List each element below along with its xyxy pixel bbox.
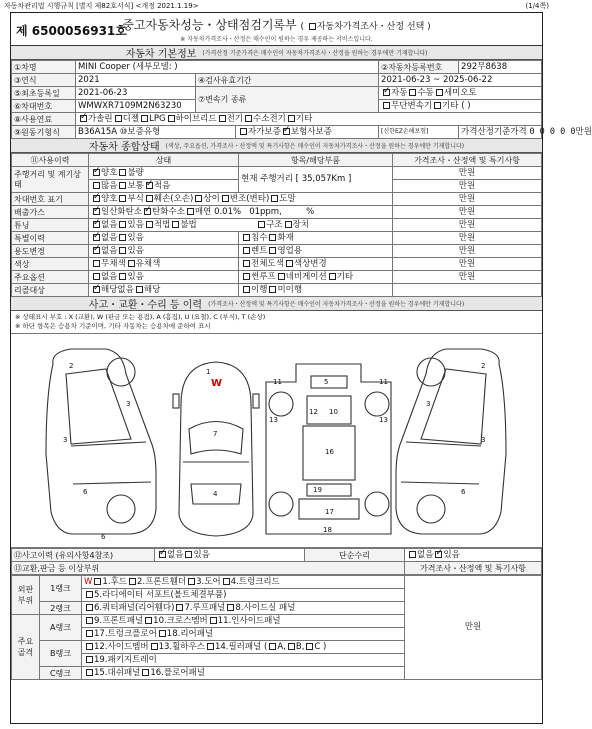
- rec-na-checkbox[interactable]: [93, 286, 100, 293]
- fuel-diesel-checkbox[interactable]: [115, 115, 122, 122]
- label-rankB: B랭크: [40, 641, 82, 667]
- trans-other-checkbox[interactable]: [434, 102, 441, 109]
- odo-bad-checkbox[interactable]: [119, 169, 126, 176]
- sp-fire-checkbox[interactable]: [269, 234, 276, 241]
- rec-done-checkbox[interactable]: [243, 286, 250, 293]
- svg-text:10: 10: [329, 408, 338, 416]
- rankB-row2: 19.패키지트레이: [82, 654, 405, 667]
- svg-text:3: 3: [426, 400, 431, 408]
- label-recall: 리콜대상: [12, 284, 89, 297]
- tun-yes-checkbox[interactable]: [119, 221, 126, 228]
- p14-checkbox[interactable]: [207, 643, 214, 650]
- sp-none-checkbox[interactable]: [93, 234, 100, 241]
- page-counter: (1/4쪽): [525, 2, 549, 10]
- p4-checkbox[interactable]: [223, 578, 230, 585]
- trans-semi-checkbox[interactable]: [436, 89, 443, 96]
- accident-summary-table: [11, 548, 542, 575]
- doc-note: ※ 자동차가격조사・산정은 매수인이 원하는 경우 제공하는 서비스입니다.: [180, 36, 373, 43]
- price-recall: [393, 284, 542, 297]
- p15-checkbox[interactable]: [86, 669, 93, 676]
- color-state: 무채색 유채색: [89, 258, 239, 271]
- label-tuning: 튜닝: [12, 219, 89, 232]
- trans-cvt-checkbox[interactable]: [383, 102, 390, 109]
- legend: [11, 311, 542, 334]
- label-simple-repair: 단순수리: [305, 549, 405, 562]
- legend-note: ※ 하단 항목은 승용차 기준이며, 기타 자동차는 승용차에 준하여 표시: [15, 322, 211, 330]
- vin-good-checkbox[interactable]: [93, 195, 100, 202]
- rankA-row1: 9.프론트패널 10.크로스멤버 11.인사이드패널: [82, 615, 405, 628]
- svg-text:12: 12: [309, 408, 318, 416]
- doc-title: 중고자동차성능・상태점검기록부: [122, 18, 297, 32]
- rankC-row: 15.대쉬패널 16.플로어패널: [82, 667, 405, 680]
- price-odo: 만원: [393, 167, 542, 180]
- opt-other-checkbox[interactable]: [329, 273, 336, 280]
- p16-checkbox[interactable]: [142, 669, 149, 676]
- label-parts: ⑬교환,판금 등 이상부위: [12, 562, 405, 575]
- sp-yes-checkbox[interactable]: [119, 234, 126, 241]
- col-full-checkbox[interactable]: [243, 260, 250, 267]
- svg-text:6: 6: [83, 488, 88, 496]
- p6-checkbox[interactable]: [86, 604, 93, 611]
- title-area: [11, 13, 542, 46]
- price-color: 만원: [393, 258, 542, 271]
- fuel-hydrogen-checkbox[interactable]: [245, 115, 252, 122]
- svg-text:17: 17: [325, 508, 334, 516]
- price-option: 만원: [393, 271, 542, 284]
- svg-text:3: 3: [63, 436, 68, 444]
- label-rankC: C랭크: [40, 667, 82, 680]
- label-engine: ⑨원동기형식: [12, 126, 76, 139]
- vin-diff-checkbox[interactable]: [195, 195, 202, 202]
- color-part: 전체도색 색상변경: [239, 258, 393, 271]
- price-odo2: 만원: [393, 180, 542, 193]
- svg-text:6: 6: [101, 533, 106, 541]
- fuel-electric-checkbox[interactable]: [219, 115, 226, 122]
- label-parts-price: 가격조사・산정액 및 특기사항: [405, 562, 542, 575]
- rec-yes-checkbox[interactable]: [136, 286, 143, 293]
- simple-state: 없음✓ 있음: [405, 549, 542, 562]
- price-service-label: 자동차가격조사・산정 선택: [316, 22, 425, 32]
- label-use: 용도변경: [12, 245, 89, 258]
- doc-title-row: 중고자동차성능・상태점검기록부 ( 자동차가격조사・산정 선택 ): [122, 18, 431, 32]
- label-vin-mark: 차대번호 표기: [12, 193, 89, 206]
- trans-auto-checkbox[interactable]: [383, 89, 390, 96]
- col-status: 상태: [89, 154, 239, 167]
- label-fuel: ⑧사용연료: [12, 113, 76, 126]
- col-price: 가격조사・산정액 및 특기사항: [393, 154, 542, 167]
- svg-text:19: 19: [313, 486, 322, 494]
- damage-mark-hood: W: [211, 378, 223, 389]
- rankA-row2: 17.트렁크플로어 18.리어패널: [82, 628, 405, 641]
- p2-checkbox[interactable]: [129, 578, 136, 585]
- label-warranty: ⑩보증유형: [119, 126, 161, 137]
- first-reg: 2021-06-23: [76, 87, 196, 100]
- svg-text:1: 1: [206, 368, 211, 376]
- parts-table: [11, 575, 542, 680]
- opt-yes-checkbox[interactable]: [119, 273, 126, 280]
- rank2-row: 6.쿼터패널(리어휀다) 7.루프패널 8.사이드실 패널: [82, 602, 405, 615]
- acc-yes-checkbox[interactable]: [185, 551, 192, 558]
- price-special: 만원: [393, 232, 542, 245]
- svg-text:3: 3: [126, 400, 131, 408]
- label-special: 특별이력: [12, 232, 89, 245]
- fuel-other-checkbox[interactable]: [288, 115, 295, 122]
- special-part: 침수 화재: [239, 232, 393, 245]
- vin-theft-checkbox[interactable]: [271, 195, 278, 202]
- tun-device-checkbox[interactable]: [285, 221, 292, 228]
- price-use: 만원: [393, 245, 542, 258]
- rank1-row2: 5.라디에이터 서포트(볼트체결부품): [82, 589, 405, 602]
- gas-co-checkbox[interactable]: [93, 208, 100, 215]
- warranty-ins-checkbox[interactable]: [283, 128, 290, 135]
- svg-text:11: 11: [273, 378, 282, 386]
- svg-text:7: 7: [213, 430, 218, 438]
- col-usage: ⑪사용이력: [12, 154, 89, 167]
- p18-checkbox[interactable]: [159, 630, 166, 637]
- overall-note: (색상, 주요옵션, 가격조사・산정액 및 특기사항은 매수인이 자동차가격조사・산정을 원하는 경우에만 기재합니다): [165, 143, 465, 150]
- svg-text:6: 6: [461, 488, 466, 496]
- basic-info-note: (가격산정 기준가격은 매수인이 자동차가격조사・산정을 원하는 경우에만 기재합니다): [202, 50, 428, 57]
- odo-many-checkbox[interactable]: [93, 182, 100, 189]
- reg-no: 292무8638: [459, 61, 542, 74]
- option-part: 썬루프 네비게이션 기타: [239, 271, 393, 284]
- recall-state: ✓ 해당없음 해당: [89, 284, 239, 297]
- svg-text:18: 18: [323, 526, 332, 534]
- label-option: 주요옵션: [12, 271, 89, 284]
- label-rankA: A랭크: [40, 615, 82, 641]
- car-diagram-svg: [11, 334, 542, 547]
- label-odometer: 주행거리 및 계기상태: [12, 167, 89, 193]
- overall-header: [11, 139, 542, 153]
- p9-checkbox[interactable]: [86, 617, 93, 624]
- tun-none-checkbox[interactable]: [93, 221, 100, 228]
- basic-info-title: 자동차 기본정보: [125, 49, 197, 60]
- simple-yes-checkbox[interactable]: [435, 551, 442, 558]
- opt-nav-checkbox[interactable]: [278, 273, 285, 280]
- p14a-checkbox[interactable]: [269, 643, 276, 650]
- label-car-name: ①차명: [12, 61, 76, 74]
- doc-number: 제 6500056931호: [16, 24, 127, 38]
- use-rent-checkbox[interactable]: [243, 247, 250, 254]
- odo-state: ✓양호 불량: [89, 167, 239, 180]
- col-chroma-checkbox[interactable]: [128, 260, 135, 267]
- vin-mark: ✓ 양호 부식 훼손(오손) 상이 변조(변타) 도말: [89, 193, 393, 206]
- accident-title: 사고・교환・수리 등 이력: [88, 300, 203, 311]
- tuning: ✓ 없음 있음 적법 불법 구조 장치: [89, 219, 393, 232]
- p12-checkbox[interactable]: [86, 643, 93, 650]
- svg-text:2: 2: [481, 362, 486, 370]
- p11-checkbox[interactable]: [210, 617, 217, 624]
- inspection-sheet: [10, 12, 592, 724]
- car-diagram: [11, 334, 542, 548]
- basic-info-header: [11, 46, 542, 60]
- price-vin: 만원: [393, 193, 542, 206]
- p3-checkbox[interactable]: [188, 578, 195, 585]
- gas: ✓ 일산화탄소✓ 탄화수소 매연 0.01% 01ppm, %: [89, 206, 393, 219]
- label-first-reg: ⑤최초등록일: [12, 87, 76, 100]
- svg-text:13: 13: [379, 416, 388, 424]
- simple-none-checkbox[interactable]: [409, 551, 416, 558]
- label-inspect-period: ④검사유효기간: [196, 74, 379, 87]
- svg-text:16: 16: [325, 448, 334, 456]
- parts-price: 만원: [405, 576, 542, 680]
- svg-text:13: 13: [269, 416, 278, 424]
- tun-struct-checkbox[interactable]: [258, 221, 265, 228]
- p5-checkbox[interactable]: [86, 591, 93, 598]
- label-color: 색상: [12, 258, 89, 271]
- p13-checkbox[interactable]: [151, 643, 158, 650]
- svg-text:4: 4: [213, 490, 218, 498]
- accident-note: (가격조사・산정액 및 특기사항은 매수인이 자동차가격조사・산정을 원하는 경우에만 기재합니다): [208, 301, 465, 308]
- year: 2021: [76, 74, 196, 87]
- use-yes-checkbox[interactable]: [119, 247, 126, 254]
- fuel-hybrid-checkbox[interactable]: [168, 115, 175, 122]
- label-accident: ⑫사고이력 (유의사항4참조): [12, 549, 155, 562]
- accident-header: [11, 297, 542, 311]
- option-state: 없음 있음: [89, 271, 239, 284]
- gas-smoke-checkbox[interactable]: [187, 208, 194, 215]
- car-right-side: [396, 349, 506, 534]
- svg-text:11: 11: [379, 378, 388, 386]
- recall-part: 이행 미이행: [239, 284, 393, 297]
- p19-checkbox[interactable]: [86, 656, 93, 663]
- price-gas: 만원: [393, 206, 542, 219]
- label-main: 주요 골격: [12, 615, 40, 680]
- p7-checkbox[interactable]: [176, 604, 183, 611]
- tun-illegal-checkbox[interactable]: [172, 221, 179, 228]
- rank1-row1: W 1.후드 2.프론트휀더 3.도어 4.트렁크리드: [82, 576, 405, 589]
- gas-hc-checkbox[interactable]: [144, 208, 151, 215]
- warranty-options: 자가보증✓ 보험사보증: [236, 126, 379, 139]
- col-achro-checkbox[interactable]: [93, 260, 100, 267]
- label-year: ③연식: [12, 74, 76, 87]
- legend-symbols: ※ 상태표시 부호 : X (교환), W (판금 또는 용접), A (흠집), U (요철), C (부식), T (손상): [15, 313, 266, 321]
- vin-alter-checkbox[interactable]: [222, 195, 229, 202]
- odo-amount: 많음 보통✓ 적음: [89, 180, 239, 193]
- label-rank2: 2랭크: [40, 602, 82, 615]
- label-rank1: 1랭크: [40, 576, 82, 602]
- basic-info-table: [11, 60, 592, 139]
- insurer: [신한EZ손해보험]: [379, 126, 459, 139]
- label-outer: 외판 부위: [12, 576, 40, 615]
- use-biz-checkbox[interactable]: [269, 247, 276, 254]
- price-basis: 가격산정기준가격 0 0 0 0 0만원: [459, 126, 542, 139]
- p8-checkbox[interactable]: [227, 604, 234, 611]
- trans-row1: ✓자동 수동 세미오토: [379, 87, 542, 100]
- col-change-checkbox[interactable]: [286, 260, 293, 267]
- p1-checkbox[interactable]: [94, 578, 101, 585]
- overall-table: [11, 153, 542, 297]
- svg-text:5: 5: [324, 378, 329, 386]
- p14c-checkbox[interactable]: [306, 643, 313, 650]
- vin-damage-checkbox[interactable]: [146, 195, 153, 202]
- sp-flood-checkbox[interactable]: [243, 234, 250, 241]
- special-state: ✓ 없음 있음: [89, 232, 239, 245]
- form-reference: 자동차관리법 시행규칙 [별지 제82호서식] <개정 2021.1.19>: [4, 2, 199, 10]
- rankB-row1: 12.사이드멤버 13.휠하우스 14.필러패널 ( A, B, C ): [82, 641, 405, 654]
- svg-text:2: 2: [69, 362, 74, 370]
- p17-checkbox[interactable]: [86, 630, 93, 637]
- rec-notdone-checkbox[interactable]: [269, 286, 276, 293]
- label-reg-no: ②자동차등록번호: [379, 61, 459, 74]
- overall-title: 자동차 종합상태: [88, 142, 160, 153]
- opt-none-checkbox[interactable]: [93, 273, 100, 280]
- vin-corr-checkbox[interactable]: [119, 195, 126, 202]
- warranty-self-checkbox[interactable]: [240, 128, 247, 135]
- fuel-gas-checkbox[interactable]: [80, 115, 87, 122]
- accident-state: ✓ 없음 있음: [155, 549, 305, 562]
- engine: B36A15A ⑩보증유형: [76, 126, 236, 139]
- use-part: 렌트 영업용: [239, 245, 393, 258]
- car-name: MINI Cooper (세부모델: ): [76, 61, 379, 74]
- opt-sunroof-checkbox[interactable]: [243, 273, 250, 280]
- use-state: ✓ 없음 있음: [89, 245, 239, 258]
- odo-few-checkbox[interactable]: [146, 182, 153, 189]
- acc-none-checkbox[interactable]: [159, 551, 166, 558]
- label-gas: 배출가스: [12, 206, 89, 219]
- fuel-lpg-checkbox[interactable]: [141, 115, 148, 122]
- col-part: 항목/해당부품: [239, 154, 393, 167]
- odo-current: 현재 주행거리 [ 35,057Km ]: [239, 167, 393, 193]
- label-vin: ⑥차대번호: [12, 100, 76, 113]
- inspect-period: 2021-06-23 ~ 2025-06-22: [379, 74, 542, 87]
- vin: WMWXR7109M2N63230: [76, 100, 196, 113]
- odo-good-checkbox[interactable]: [93, 169, 100, 176]
- use-none-checkbox[interactable]: [93, 247, 100, 254]
- price-service-checkbox[interactable]: [309, 23, 316, 30]
- trans-row2: 무단변속기 기타 ( ): [379, 100, 542, 113]
- fuel-options: ✓ 가솔린 디젤 LPG 하이브리드 전기 수소전기 기타: [76, 113, 542, 126]
- svg-text:3: 3: [481, 436, 486, 444]
- p14b-checkbox[interactable]: [288, 643, 295, 650]
- trans-manual-checkbox[interactable]: [409, 89, 416, 96]
- price-tuning: 만원: [393, 219, 542, 232]
- tun-legal-checkbox[interactable]: [146, 221, 153, 228]
- p10-checkbox[interactable]: [145, 617, 152, 624]
- label-transmission: ⑦변속기 종류: [196, 87, 379, 113]
- odo-normal-checkbox[interactable]: [119, 182, 126, 189]
